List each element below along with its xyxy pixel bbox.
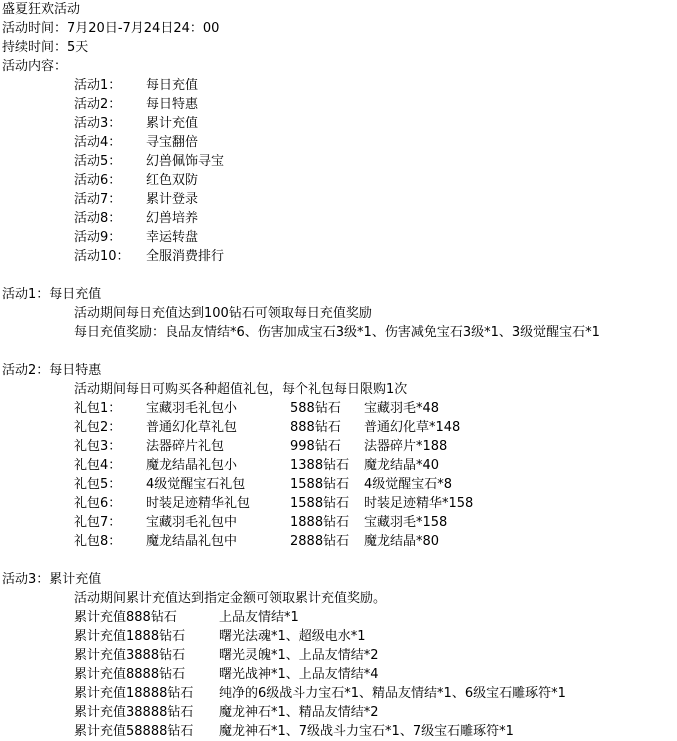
pack-name: 宝藏羽毛礼包小 (146, 401, 238, 416)
tier-row (2, 608, 677, 627)
toc-name: 幻兽培养 (146, 211, 199, 226)
toc-item (2, 228, 677, 247)
pack-item: 魔龙结晶*40 (364, 458, 440, 473)
pack-name: 普通幻化草礼包 (146, 420, 238, 435)
toc-item (2, 95, 677, 114)
toc-no: 活动3： (74, 116, 122, 131)
toc-item (2, 171, 677, 190)
tier-amount: 累计充值8888钻石 (74, 667, 186, 682)
pack-item: 法器碎片*188 (364, 439, 448, 454)
tier-row (2, 703, 677, 722)
toc-name: 幸运转盘 (146, 230, 199, 245)
toc-name: 累计充值 (146, 116, 199, 131)
pack-price: 1888钻石 (290, 515, 350, 530)
toc-item (2, 152, 677, 171)
tier-reward: 纯净的6级战斗力宝石*1、精品友情结*1、6级宝石雕琢符*1 (219, 686, 566, 701)
toc-no: 活动7： (74, 192, 122, 207)
toc-list (2, 76, 677, 266)
toc-item (2, 76, 677, 95)
tier-row (2, 722, 677, 741)
toc-item (2, 247, 677, 266)
section-cumulative-recharge (2, 570, 677, 741)
pack-price: 588钻石 (290, 401, 341, 416)
tier-reward: 曙光法魂*1、超级电水*1 (219, 629, 366, 644)
pack-no: 礼包1： (74, 401, 122, 416)
event-duration: 持续时间：5天 (2, 40, 89, 55)
tier-row (2, 627, 677, 646)
pack-name: 4级觉醒宝石礼包 (146, 477, 246, 492)
pack-row (2, 437, 677, 456)
spacer (2, 551, 677, 570)
pack-row (2, 456, 677, 475)
tier-reward: 魔龙神石*1、精品友情结*2 (219, 705, 379, 720)
section-daily-recharge (2, 285, 677, 342)
section-description: 活动期间累计充值达到指定金额可领取累计充值奖励。 (74, 591, 387, 606)
toc-no: 活动9： (74, 230, 122, 245)
spacer (2, 266, 677, 285)
pack-row (2, 418, 677, 437)
pack-name: 时装足迹精华礼包 (146, 496, 251, 511)
tier-amount: 累计充值38888钻石 (74, 705, 194, 720)
pack-item: 4级觉醒宝石*8 (364, 477, 453, 492)
tier-amount: 累计充值58888钻石 (74, 724, 194, 739)
pack-no: 礼包7： (74, 515, 122, 530)
tier-row (2, 684, 677, 703)
toc-name: 每日充值 (146, 78, 199, 93)
pack-item: 魔龙结晶*80 (364, 534, 440, 549)
pack-item: 宝藏羽毛*158 (364, 515, 448, 530)
event-title: 盛夏狂欢活动 (2, 2, 81, 17)
toc-no: 活动8： (74, 211, 122, 226)
toc-name: 幻兽佩饰寻宝 (146, 154, 225, 169)
pack-price: 2888钻石 (290, 534, 350, 549)
toc-no: 活动1： (74, 78, 122, 93)
section-heading: 活动2：每日特惠 (2, 363, 102, 378)
pack-row (2, 399, 677, 418)
section-heading: 活动3：累计充值 (2, 572, 102, 587)
pack-price: 1388钻石 (290, 458, 350, 473)
pack-name: 宝藏羽毛礼包中 (146, 515, 238, 530)
toc-item (2, 133, 677, 152)
toc-name: 寻宝翻倍 (146, 135, 199, 150)
event-time: 活动时间：7月20日-7月24日24：00 (2, 21, 220, 36)
pack-price: 888钻石 (290, 420, 341, 435)
tier-row (2, 665, 677, 684)
tier-row (2, 646, 677, 665)
section-heading: 活动1：每日充值 (2, 287, 102, 302)
tier-reward: 上品友情结*1 (219, 610, 299, 625)
pack-item: 普通幻化草*148 (364, 420, 461, 435)
pack-name: 魔龙结晶礼包中 (146, 534, 238, 549)
toc-no: 活动10： (74, 249, 130, 264)
pack-no: 礼包8： (74, 534, 122, 549)
tier-reward: 魔龙神石*1、7级战斗力宝石*1、7级宝石雕琢符*1 (219, 724, 514, 739)
event-content-label: 活动内容： (2, 59, 68, 74)
pack-no: 礼包5： (74, 477, 122, 492)
toc-item (2, 114, 677, 133)
tier-reward: 曙光战神*1、上品友情结*4 (219, 667, 379, 682)
pack-no: 礼包2： (74, 420, 122, 435)
tier-amount: 累计充值3888钻石 (74, 648, 186, 663)
pack-no: 礼包3： (74, 439, 122, 454)
toc-no: 活动5： (74, 154, 122, 169)
pack-row (2, 475, 677, 494)
pack-price: 998钻石 (290, 439, 341, 454)
toc-name: 累计登录 (146, 192, 199, 207)
pack-no: 礼包6： (74, 496, 122, 511)
pack-item: 宝藏羽毛*48 (364, 401, 440, 416)
toc-no: 活动2： (74, 97, 122, 112)
pack-item: 时装足迹精华*158 (364, 496, 474, 511)
toc-no: 活动6： (74, 173, 122, 188)
pack-row (2, 494, 677, 513)
pack-name: 法器碎片礼包 (146, 439, 225, 454)
toc-item (2, 209, 677, 228)
pack-name: 魔龙结晶礼包小 (146, 458, 238, 473)
section-description: 活动期间每日可购买各种超值礼包，每个礼包每日限购1次 (74, 382, 408, 397)
toc-name: 红色双防 (146, 173, 199, 188)
section-description: 活动期间每日充值达到100钻石可领取每日充值奖励 (74, 306, 372, 321)
pack-price: 1588钻石 (290, 496, 350, 511)
pack-row (2, 513, 677, 532)
toc-item (2, 190, 677, 209)
spacer (2, 342, 677, 361)
toc-no: 活动4： (74, 135, 122, 150)
tier-amount: 累计充值18888钻石 (74, 686, 194, 701)
toc-name: 每日特惠 (146, 97, 199, 112)
pack-row (2, 532, 677, 551)
tier-amount: 累计充值888钻石 (74, 610, 177, 625)
tier-amount: 累计充值1888钻石 (74, 629, 186, 644)
section-reward: 每日充值奖励：良品友情结*6、伤害加成宝石3级*1、伤害减免宝石3级*1、3级觉醒宝石*1 (74, 325, 600, 340)
pack-price: 1588钻石 (290, 477, 350, 492)
tier-reward: 曙光灵魄*1、上品友情结*2 (219, 648, 379, 663)
pack-no: 礼包4： (74, 458, 122, 473)
toc-name: 全服消费排行 (146, 249, 225, 264)
section-daily-deals (2, 361, 677, 551)
